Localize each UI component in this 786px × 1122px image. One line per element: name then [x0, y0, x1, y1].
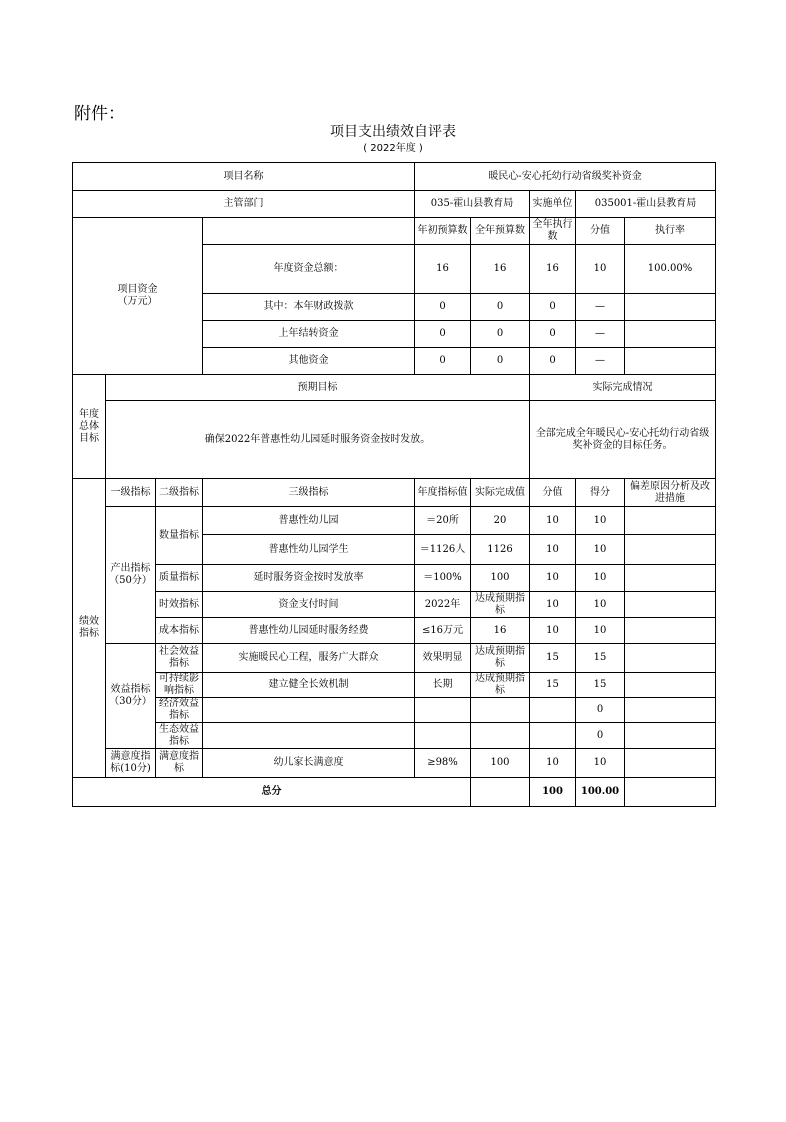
page-title: 项目支出绩效自评表 [330, 124, 456, 140]
indicator-level2: 时效指标 [156, 592, 203, 618]
funds-row-label: 上年结转资金 [203, 321, 415, 348]
indicator-level3 [203, 698, 415, 723]
header-actual: 实际完成值 [471, 479, 530, 507]
indicator-score: 10 [576, 592, 625, 618]
indicator-row [73, 618, 716, 644]
funds-executed: 0 [530, 294, 576, 321]
indicator-score: 10 [576, 749, 625, 778]
indicator-score: 15 [576, 644, 625, 673]
indicator-score-value [530, 698, 576, 723]
indicator-level2: 可持续影响指标 [156, 673, 203, 698]
report-year: ( 2022年度 ) [363, 143, 423, 154]
indicator-level2: 满意度指标 [156, 749, 203, 778]
unit-value: 035001-霍山县教育局 [576, 191, 716, 218]
indicator-deviation [625, 644, 716, 673]
funds-header-blank [203, 218, 415, 245]
indicator-score: 0 [576, 698, 625, 723]
indicator-score: 10 [576, 535, 625, 565]
indicator-row [73, 698, 716, 723]
expected-goal-header: 预期目标 [106, 375, 530, 401]
indicator-score-value: 10 [530, 592, 576, 618]
indicator-level2: 质量指标 [156, 565, 203, 592]
funds-initial: 0 [415, 294, 471, 321]
effect-group-label: 效益指标 （30分） [106, 644, 156, 749]
indicator-target: ≤16万元 [415, 618, 471, 644]
self-evaluation-table [72, 162, 716, 807]
header-score-value: 分值 [530, 479, 576, 507]
funds-row-label: 其他资金 [203, 348, 415, 375]
indicator-score: 15 [576, 673, 625, 698]
funds-executed: 0 [530, 348, 576, 375]
indicator-level2: 成本指标 [156, 618, 203, 644]
attachment-label: 附件： [74, 104, 125, 124]
indicator-deviation [625, 618, 716, 644]
indicator-deviation [625, 565, 716, 592]
header-level3: 三级指标 [203, 479, 415, 507]
performance-label: 绩效指标 [73, 479, 106, 778]
funds-score-value: 10 [576, 245, 625, 294]
indicator-score: 10 [576, 565, 625, 592]
funds-initial: 0 [415, 321, 471, 348]
indicator-score-value: 10 [530, 565, 576, 592]
total-score: 100.00 [576, 778, 625, 807]
indicator-level2: 经济效益指标 [156, 698, 203, 723]
indicator-target: 长期 [415, 673, 471, 698]
indicator-row [73, 565, 716, 592]
indicator-score: 10 [576, 618, 625, 644]
indicator-level3: 普惠性幼儿园 [203, 507, 415, 535]
total-score-value: 100 [530, 778, 576, 807]
funds-score-value: — [576, 348, 625, 375]
indicator-score-value: 15 [530, 644, 576, 673]
funds-rate [625, 321, 716, 348]
satisfaction-group-label: 满意度指标(10分) [106, 749, 156, 778]
dept-label: 主管部门 [73, 191, 415, 218]
indicator-level3: 资金支付时间 [203, 592, 415, 618]
funds-executed: 16 [530, 245, 576, 294]
indicator-score-value: 10 [530, 507, 576, 535]
funds-rate [625, 348, 716, 375]
funds-initial: 16 [415, 245, 471, 294]
indicator-score-value: 15 [530, 673, 576, 698]
indicator-row [73, 644, 716, 673]
funds-row-label: 年度资金总额： [203, 245, 415, 294]
funds-annual: 0 [471, 294, 530, 321]
indicator-row [73, 749, 716, 778]
output-group-label: 产出指标 （50分） [106, 507, 156, 644]
funds-initial: 0 [415, 348, 471, 375]
indicator-deviation [625, 698, 716, 723]
indicator-actual [471, 723, 530, 749]
indicator-deviation [625, 535, 716, 565]
indicator-level2: 生态效益指标 [156, 723, 203, 749]
indicator-score-value: 10 [530, 618, 576, 644]
indicator-level3: 实施暖民心工程，服务广大群众 [203, 644, 415, 673]
indicator-score-value: 10 [530, 535, 576, 565]
funds-header-score-value: 分值 [576, 218, 625, 245]
indicator-level3: 普惠性幼儿园学生 [203, 535, 415, 565]
project-name: 暖民心-安心托幼行动省级奖补资金 [415, 163, 716, 191]
indicator-level3: 幼儿家长满意度 [203, 749, 415, 778]
total-actual-blank [471, 778, 530, 807]
indicator-target: ≥98% [415, 749, 471, 778]
indicator-actual: 20 [471, 507, 530, 535]
indicator-score-value: 10 [530, 749, 576, 778]
funds-score-value: — [576, 294, 625, 321]
funds-annual: 0 [471, 321, 530, 348]
funds-executed: 0 [530, 321, 576, 348]
indicator-row [73, 673, 716, 698]
indicator-actual: 1126 [471, 535, 530, 565]
header-target: 年度指标值 [415, 479, 471, 507]
indicator-deviation [625, 507, 716, 535]
funds-annual: 0 [471, 348, 530, 375]
indicator-deviation [625, 592, 716, 618]
indicator-score: 10 [576, 507, 625, 535]
funds-annual: 16 [471, 245, 530, 294]
funds-header-initial: 年初预算数 [415, 218, 471, 245]
indicator-target: 效果明显 [415, 644, 471, 673]
indicator-row [73, 507, 716, 535]
annual-goals-label: 年度总体目标 [73, 375, 106, 479]
funds-rate: 100.00% [625, 245, 716, 294]
indicator-row [73, 723, 716, 749]
indicator-target: 2022年 [415, 592, 471, 618]
actual-goal-header: 实际完成情况 [530, 375, 716, 401]
indicator-target [415, 723, 471, 749]
indicator-actual: 达成预期指标 [471, 673, 530, 698]
header-level2: 二级指标 [156, 479, 203, 507]
indicator-target: ＝100% [415, 565, 471, 592]
indicator-actual [471, 698, 530, 723]
total-deviation-blank [625, 778, 716, 807]
actual-goal: 全部完成全年暖民心-安心托幼行动省级奖补资金的目标任务。 [530, 401, 716, 479]
header-level1: 一级指标 [106, 479, 156, 507]
funds-row-label: 其中：本年财政拨款 [203, 294, 415, 321]
indicator-deviation [625, 673, 716, 698]
indicator-level2: 社会效益指标 [156, 644, 203, 673]
indicator-target: ＝20所 [415, 507, 471, 535]
indicator-score: 0 [576, 723, 625, 749]
funds-header-annual: 全年预算数 [471, 218, 530, 245]
indicator-target [415, 698, 471, 723]
indicator-level2: 数量指标 [156, 507, 203, 565]
indicator-actual: 达成预期指标 [471, 592, 530, 618]
funds-header-rate: 执行率 [625, 218, 716, 245]
indicator-level3: 延时服务资金按时发放率 [203, 565, 415, 592]
indicator-actual: 100 [471, 749, 530, 778]
indicator-row [73, 592, 716, 618]
indicator-actual: 16 [471, 618, 530, 644]
indicator-actual: 100 [471, 565, 530, 592]
funds-score-value: — [576, 321, 625, 348]
project-name-label: 项目名称 [73, 163, 415, 191]
funds-rate [625, 294, 716, 321]
header-deviation: 偏差原因分析及改进措施 [625, 479, 716, 507]
funds-label: 项目资金 （万元） [73, 218, 203, 375]
indicator-target: ＝1126人 [415, 535, 471, 565]
header-score: 得分 [576, 479, 625, 507]
indicator-actual: 达成预期指标 [471, 644, 530, 673]
dept-value: 035-霍山县教育局 [415, 191, 530, 218]
expected-goal: 确保2022年普惠性幼儿园延时服务资金按时发放。 [106, 401, 530, 479]
unit-label: 实施单位 [530, 191, 576, 218]
indicator-deviation [625, 749, 716, 778]
indicator-level3: 建立健全长效机制 [203, 673, 415, 698]
indicator-deviation [625, 723, 716, 749]
funds-header-executed: 全年执行数 [530, 218, 576, 245]
indicator-level3: 普惠性幼儿园延时服务经费 [203, 618, 415, 644]
indicator-level3 [203, 723, 415, 749]
total-label: 总分 [73, 778, 471, 807]
indicator-score-value [530, 723, 576, 749]
